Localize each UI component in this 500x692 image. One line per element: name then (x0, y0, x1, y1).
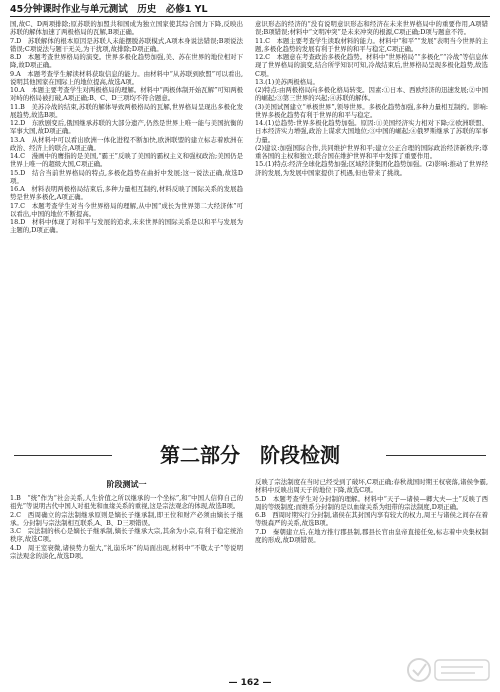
answer-paragraph: 8.D 本题考查世界格局的演变。世界多极化趋势加强,美、苏在世界的地位相对下降,故D项正确。 (10, 53, 243, 70)
answer-paragraph: 15.D 结合当前世界格局的特点,多极化趋势在曲折中发展;这一说法正确,故选D项。 (10, 168, 243, 185)
answer-paragraph: 11.C 本题主要考查学生读取材料的能力。材料中“和平”“发展”表明当今世界的主题,多极化趋势的发展有利于世界的和平与稳定,C项正确。 (255, 36, 488, 53)
answer-paragraph: 14.(1)总趋势:世界多极化趋势加强。原因:①美国经济实力相对下降;②欧洲联盟、日本经济实力增强,政治上谋求大国地位;③中国的崛起;④俄罗斯继承了苏联的军事力量。 (255, 119, 488, 144)
answer-paragraph: 国,故C、D两项排除;原苏联的加盟共和国成为独立国家使其综合国力下降,反映出苏联的解体加速了两极格局的瓦解,B项正确。 (10, 20, 243, 37)
answer-paragraph: 10.A 本题主要考查学生对两极格局的理解。材料中“两极体制开始瓦解”可知两极对峙的格局被打破,A项正确;B、C、D三项均不符合题意。 (10, 86, 243, 103)
answer-paragraph: 12.C 本题意在考查政治多极化趋势。材料中“世界格局”“多极化”“冷战”等信息体现了世界格局的演变,结合所学知识可知,冷战结束后,世界格局呈现多极化趋势,故选C项。 (255, 53, 488, 78)
section-part: 第二部分 (160, 443, 240, 467)
answer-paragraph: 1.B “统”作为“社会关系,人生价值之所以继承的一个坐标”,和“中国人信仰自己的祖先”等说明古代中国人对祖先和血缘关系的重视,这是宗法观念的体现,故选B项。 (10, 494, 243, 511)
answer-paragraph: 15.(1)特点:经济全球化趋势加强;区域经济集团化趋势加强。(2)影响:推动了世界经济的发展,为发展中国家提供了机遇,但也带来了挑战。 (255, 160, 488, 177)
section-divider-left (14, 455, 112, 456)
answer-column-right (255, 20, 488, 435)
answer-paragraph: (3)美国试图建立“单极世界”,领导世界。多极化趋势加强,多种力量相互制约。影响:世界多极化趋势有利于世界的和平与稳定。 (255, 102, 488, 119)
watermark-logo-icon (405, 650, 495, 690)
answer-paragraph: 2.C 西周确立的宗法制继承原则是嫡长子继承制,即王位和财产必须由嫡长子继承。分封制与宗法制相互联系,A、B、D三项错误。 (10, 510, 243, 527)
answer-paragraph: 意识形态的经济的“没有说明意识形态和经济在未来世界格局中的重要作用,A项错误;B项错误;材料中“文明冲突”是未来冲突的根源,C项正确;D项与题意不符。 (255, 20, 488, 37)
answer-paragraph: 18.D 材料中体现了对和平与发展的追求,未来世界的国际关系是以和平与发展为主题的,D项正确。 (10, 218, 243, 235)
answer-paragraph: 11.B 美苏冷战的结束,苏联的解体导致两极格局的瓦解,世界格局呈现出多极化发展趋势,故选B项。 (10, 102, 243, 119)
answer-paragraph: 反映了宗法制度在当时已经受到了破坏,C项正确;春秋战国时期王权衰落,诸侯争霸,材料中反映出周天子的地位下降,故选C项。 (255, 478, 488, 495)
page-header: 45分钟课时作业与单元测试 历史 必修1 YL (10, 3, 490, 17)
answer-paragraph: 14.C 漫画中的鹰指的是美国,“霸王”反映了美国的霸权主义和强权政治;美国仍是世界上唯一的超级大国,C项正确。 (10, 152, 243, 169)
answer-paragraph: 5.D 本题考查学生对分封制的理解。材料中“天子—诸侯—卿大夫—士”反映了西周的等级制度;而维系分封制的是以血缘关系为纽带的宗法制度,D项正确。 (255, 494, 488, 511)
answer-paragraph: 7.D 秦朝建立后,在地方推行郡县制,郡县长官由皇帝直接任免,标志着中央集权制度的形成,故D项错误。 (255, 527, 488, 544)
answer-paragraph: (2)特点:由两极格局向多极化格局转变。因素:①日本、西欧经济的迅速发展;②中国的崛起;③第三世界的兴起;④苏联的解体。 (255, 86, 488, 103)
test-title: 阶段测试一 (106, 480, 147, 489)
answer-column-left (10, 20, 243, 435)
answer-paragraph: (2)建议:加强国际合作,共同维护世界和平;建立公正合理的国际政治经济新秩序;尊重各国的主权和独立;联合国在维护世界和平中发挥了重要作用。 (255, 143, 488, 160)
answer-paragraph: 9.A 本题考查学生解读材料获取信息的能力。由材料中“从苏联到欧盟”可以看出,说明其他国家在国际上的地位提高,故选A项。 (10, 69, 243, 86)
answer-paragraph: 16.A 材料表明两极格局结束后,多种力量相互制约,材料反映了国际关系的发展趋势是世界多极化,A项正确。 (10, 185, 243, 202)
section-heading (120, 440, 380, 470)
test-column-right (255, 478, 488, 674)
page-number: — 162 — (228, 678, 272, 688)
answer-paragraph: 13.(1)美苏两极格局。 (255, 77, 319, 86)
answer-paragraph: 13.A 从材料中可以看出欧洲一体化进程不断加快,欧洲联盟的建立标志着欧洲在政治、经济上的联合,A项正确。 (10, 135, 243, 152)
answer-paragraph: 3.C 宗法制的核心是嫡长子继承制,嫡长子继承大宗,其余为小宗,有利于稳定统治秩序,故选C项。 (10, 527, 243, 544)
section-divider-right (386, 455, 486, 456)
answer-paragraph: 7.D 苏联解体的根本原因是苏联人未能摆脱苏联模式,A项本身说法错误;B项说法错误;C项说法与题干无关,为干扰项,故排除;D项正确。 (10, 36, 243, 53)
test-column-left (10, 478, 243, 674)
answer-paragraph: 12.D 东欧剧变后,俄国继承苏联的大部分遗产,仍然是世界上唯一能与美国抗衡的军事大国,故D项正确。 (10, 119, 243, 136)
answer-paragraph: 4.D 周王室衰微,诸侯势力强大,“礼崩乐坏”的局面出现,材料中“不敬太子”等说明宗法观念的淡化,故选D项。 (10, 543, 243, 560)
section-name: 阶段检测 (260, 443, 340, 467)
answer-paragraph: 17.C 本题考查学生对当今世界格局的理解,从中国“成长为世界第二大经济体”可以看出,中国的地位不断提高。 (10, 201, 243, 218)
answer-paragraph: 6.B 西周时期实行分封制,诸侯在其封国内享有较大的权力,周王与诸侯之间存在着等级森严的关系,故选B项。 (255, 511, 488, 528)
